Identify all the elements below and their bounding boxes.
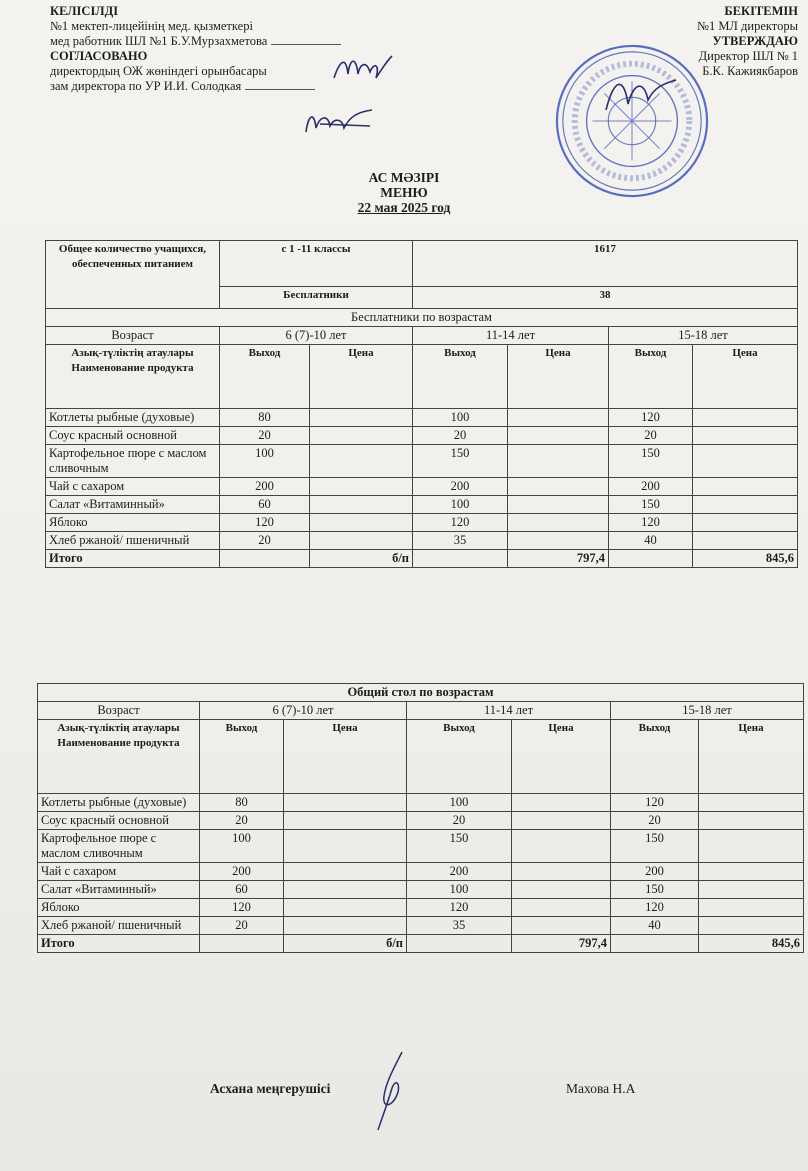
- portion-value: 35: [413, 532, 508, 550]
- table-title: Бесплатники по возрастам: [46, 309, 798, 327]
- price-cell: [508, 514, 609, 532]
- portion-value: 200: [609, 478, 693, 496]
- portion-value: 200: [200, 863, 284, 881]
- price-cell: [310, 532, 413, 550]
- director-ru: Директор ШЛ № 1: [698, 49, 798, 63]
- total-price-2: 797,4: [512, 935, 611, 953]
- price-cell: [512, 794, 611, 812]
- price-cell: [699, 917, 804, 935]
- portion-value: 20: [220, 532, 310, 550]
- table-row: [46, 409, 798, 427]
- age-group-1: 6 (7)-10 лет: [220, 327, 413, 345]
- portion-value: 150: [413, 445, 508, 478]
- price-cell: [693, 409, 798, 427]
- product-name: Салат «Витаминный»: [38, 881, 200, 899]
- portion-value: 40: [611, 917, 699, 935]
- out-header: Выход: [407, 720, 512, 794]
- price-cell: [699, 794, 804, 812]
- price-cell: [693, 478, 798, 496]
- deputy-signature: [300, 106, 375, 138]
- portion-value: 80: [220, 409, 310, 427]
- portion-value: 60: [220, 496, 310, 514]
- table-row: [38, 881, 804, 899]
- age-row: [38, 702, 804, 720]
- portion-value: 150: [609, 496, 693, 514]
- table-row: [38, 812, 804, 830]
- price-header: Цена: [508, 345, 609, 409]
- menu-rows: [38, 794, 804, 935]
- portion-value: 120: [611, 794, 699, 812]
- portion-value: 20: [413, 427, 508, 445]
- out-header: Выход: [609, 345, 693, 409]
- med-worker-ru-line: [50, 34, 341, 49]
- total-price-3: 845,6: [693, 550, 798, 568]
- price-cell: [699, 830, 804, 863]
- price-cell: [284, 812, 407, 830]
- column-header-row: [46, 345, 798, 409]
- director-name: Б.К. Кажиякбаров: [702, 64, 798, 78]
- age-label: Возраст: [46, 327, 220, 345]
- portion-value: 120: [609, 409, 693, 427]
- price-cell: [310, 478, 413, 496]
- portion-value: 20: [200, 812, 284, 830]
- total-price-1: б/п: [310, 550, 413, 568]
- header-right-block: [697, 4, 798, 79]
- deputy-kz: директордың ОЖ жөніндегі орынбасары: [50, 64, 267, 78]
- product-name: Соус красный основной: [38, 812, 200, 830]
- signature-line: [271, 44, 341, 45]
- header-left-block: [50, 4, 341, 94]
- product-name: Яблоко: [38, 899, 200, 917]
- product-name: Хлеб ржаной/ пшеничный: [46, 532, 220, 550]
- age-row: [46, 327, 798, 345]
- director-kz: №1 МЛ директоры: [697, 19, 798, 33]
- age-group-3: 15-18 лет: [609, 327, 798, 345]
- portion-value: 100: [413, 496, 508, 514]
- price-cell: [508, 478, 609, 496]
- portion-value: 40: [609, 532, 693, 550]
- free-meals-table: [45, 240, 798, 568]
- portion-value: 120: [611, 899, 699, 917]
- portion-value: 100: [413, 409, 508, 427]
- portion-value: 200: [407, 863, 512, 881]
- total-price-1: б/п: [284, 935, 407, 953]
- out-header: Выход: [611, 720, 699, 794]
- price-header: Цена: [693, 345, 798, 409]
- product-name: Соус красный основной: [46, 427, 220, 445]
- table-row: [46, 532, 798, 550]
- director-signature: [600, 70, 680, 120]
- price-cell: [284, 881, 407, 899]
- price-cell: [284, 863, 407, 881]
- price-header: Цена: [284, 720, 407, 794]
- table-row: [38, 917, 804, 935]
- portion-value: 20: [200, 917, 284, 935]
- total-label: Итого: [38, 935, 200, 953]
- out-header: Выход: [200, 720, 284, 794]
- students-count-label: Общее количество учащихся, обеспеченных питанием: [46, 241, 220, 309]
- menu-rows: [46, 409, 798, 550]
- product-name: Салат «Витаминный»: [46, 496, 220, 514]
- out-header: Выход: [220, 345, 310, 409]
- portion-value: 100: [220, 445, 310, 478]
- product-name: Хлеб ржаной/ пшеничный: [38, 917, 200, 935]
- portion-value: 20: [220, 427, 310, 445]
- deputy-ru: зам директора по УР И.И. Солодкая: [50, 79, 242, 93]
- portion-value: 200: [611, 863, 699, 881]
- portion-value: 150: [609, 445, 693, 478]
- price-cell: [508, 445, 609, 478]
- price-header: Цена: [512, 720, 611, 794]
- students-total: 1617: [413, 241, 798, 287]
- portion-value: 120: [407, 899, 512, 917]
- classes-range: с 1 -11 классы: [220, 241, 413, 287]
- age-label: Возраст: [38, 702, 200, 720]
- price-cell: [693, 514, 798, 532]
- deputy-ru-line: [50, 79, 341, 94]
- portion-value: 200: [413, 478, 508, 496]
- portion-value: 60: [200, 881, 284, 899]
- canteen-head-role: Асхана меңгерушісі: [210, 1081, 331, 1096]
- canteen-head-signature: [372, 1048, 417, 1133]
- table-row: [46, 496, 798, 514]
- price-cell: [310, 427, 413, 445]
- price-cell: [310, 409, 413, 427]
- title-kz: АС МӘЗІРІ: [368, 170, 440, 185]
- price-cell: [512, 917, 611, 935]
- price-header: Цена: [310, 345, 413, 409]
- price-cell: [693, 445, 798, 478]
- price-cell: [310, 496, 413, 514]
- portion-value: 100: [200, 830, 284, 863]
- age-group-3: 15-18 лет: [611, 702, 804, 720]
- price-cell: [310, 445, 413, 478]
- table-row: [46, 478, 798, 496]
- signature-line: [245, 89, 315, 90]
- med-worker-signature: [330, 50, 395, 84]
- portion-value: 120: [220, 514, 310, 532]
- total-label: Итого: [46, 550, 220, 568]
- price-cell: [284, 899, 407, 917]
- med-worker-ru: мед работник ШЛ №1 Б.У.Мурзахметова: [50, 34, 268, 48]
- portion-value: 20: [609, 427, 693, 445]
- table-row: [38, 830, 804, 863]
- total-row: [38, 935, 804, 953]
- portion-value: 80: [200, 794, 284, 812]
- table-row: [46, 445, 798, 478]
- product-header: Азық-түліктің атаулары Наименование продукта: [46, 345, 220, 409]
- price-cell: [512, 881, 611, 899]
- price-cell: [512, 830, 611, 863]
- table-row: [38, 794, 804, 812]
- med-worker-kz: №1 мектеп-лицейінің мед. қызметкері: [50, 19, 253, 33]
- product-name: Яблоко: [46, 514, 220, 532]
- approve-ru: УТВЕРЖДАЮ: [712, 34, 798, 48]
- portion-value: 150: [611, 830, 699, 863]
- total-price-3: 845,6: [699, 935, 804, 953]
- product-name: Чай с сахаром: [38, 863, 200, 881]
- general-table: [37, 683, 804, 953]
- free-label: Бесплатники: [220, 287, 413, 309]
- age-group-1: 6 (7)-10 лет: [200, 702, 407, 720]
- price-cell: [512, 899, 611, 917]
- product-name: Котлеты рыбные (духовые): [46, 409, 220, 427]
- total-row: [46, 550, 798, 568]
- price-header: Цена: [699, 720, 804, 794]
- approve-kz: БЕКІТЕМІН: [724, 4, 798, 18]
- summary-row: [46, 241, 798, 287]
- product-name: Чай с сахаром: [46, 478, 220, 496]
- portion-value: 150: [611, 881, 699, 899]
- portion-value: 35: [407, 917, 512, 935]
- menu-date: 22 мая 2025 год: [357, 200, 451, 215]
- table-row: [46, 514, 798, 532]
- canteen-head-name: Махова Н.А: [566, 1081, 636, 1096]
- document-title: [0, 170, 808, 215]
- portion-value: 200: [220, 478, 310, 496]
- portion-value: 150: [407, 830, 512, 863]
- free-count: 38: [413, 287, 798, 309]
- product-header: Азық-түліктің атаулары Наименование продукта: [38, 720, 200, 794]
- price-cell: [310, 514, 413, 532]
- total-price-2: 797,4: [508, 550, 609, 568]
- price-cell: [699, 881, 804, 899]
- agreed-kz: КЕЛІСІЛДІ: [50, 4, 119, 18]
- portion-value: 20: [407, 812, 512, 830]
- portion-value: 120: [200, 899, 284, 917]
- price-cell: [508, 532, 609, 550]
- portion-value: 120: [413, 514, 508, 532]
- price-cell: [693, 532, 798, 550]
- price-cell: [508, 496, 609, 514]
- title-ru: МЕНЮ: [380, 185, 428, 200]
- table-row: [38, 863, 804, 881]
- product-name: Котлеты рыбные (духовые): [38, 794, 200, 812]
- table-title: Общий стол по возрастам: [38, 684, 804, 702]
- price-cell: [512, 812, 611, 830]
- age-group-2: 11-14 лет: [407, 702, 611, 720]
- agreed-ru: СОГЛАСОВАНО: [50, 49, 148, 63]
- price-cell: [508, 409, 609, 427]
- price-cell: [693, 496, 798, 514]
- price-cell: [699, 812, 804, 830]
- table-title-row: [38, 684, 804, 702]
- price-cell: [699, 899, 804, 917]
- out-header: Выход: [413, 345, 508, 409]
- portion-value: 100: [407, 881, 512, 899]
- price-cell: [693, 427, 798, 445]
- table-row: [38, 899, 804, 917]
- table-row: [46, 427, 798, 445]
- price-cell: [508, 427, 609, 445]
- portion-value: 120: [609, 514, 693, 532]
- age-group-2: 11-14 лет: [413, 327, 609, 345]
- column-header-row: [38, 720, 804, 794]
- portion-value: 100: [407, 794, 512, 812]
- portion-value: 20: [611, 812, 699, 830]
- price-cell: [284, 830, 407, 863]
- price-cell: [284, 794, 407, 812]
- price-cell: [699, 863, 804, 881]
- table-title-row: [46, 309, 798, 327]
- product-name: Картофельное пюре с маслом сливочным: [38, 830, 200, 863]
- product-name: Картофельное пюре с маслом сливочным: [46, 445, 220, 478]
- price-cell: [512, 863, 611, 881]
- price-cell: [284, 917, 407, 935]
